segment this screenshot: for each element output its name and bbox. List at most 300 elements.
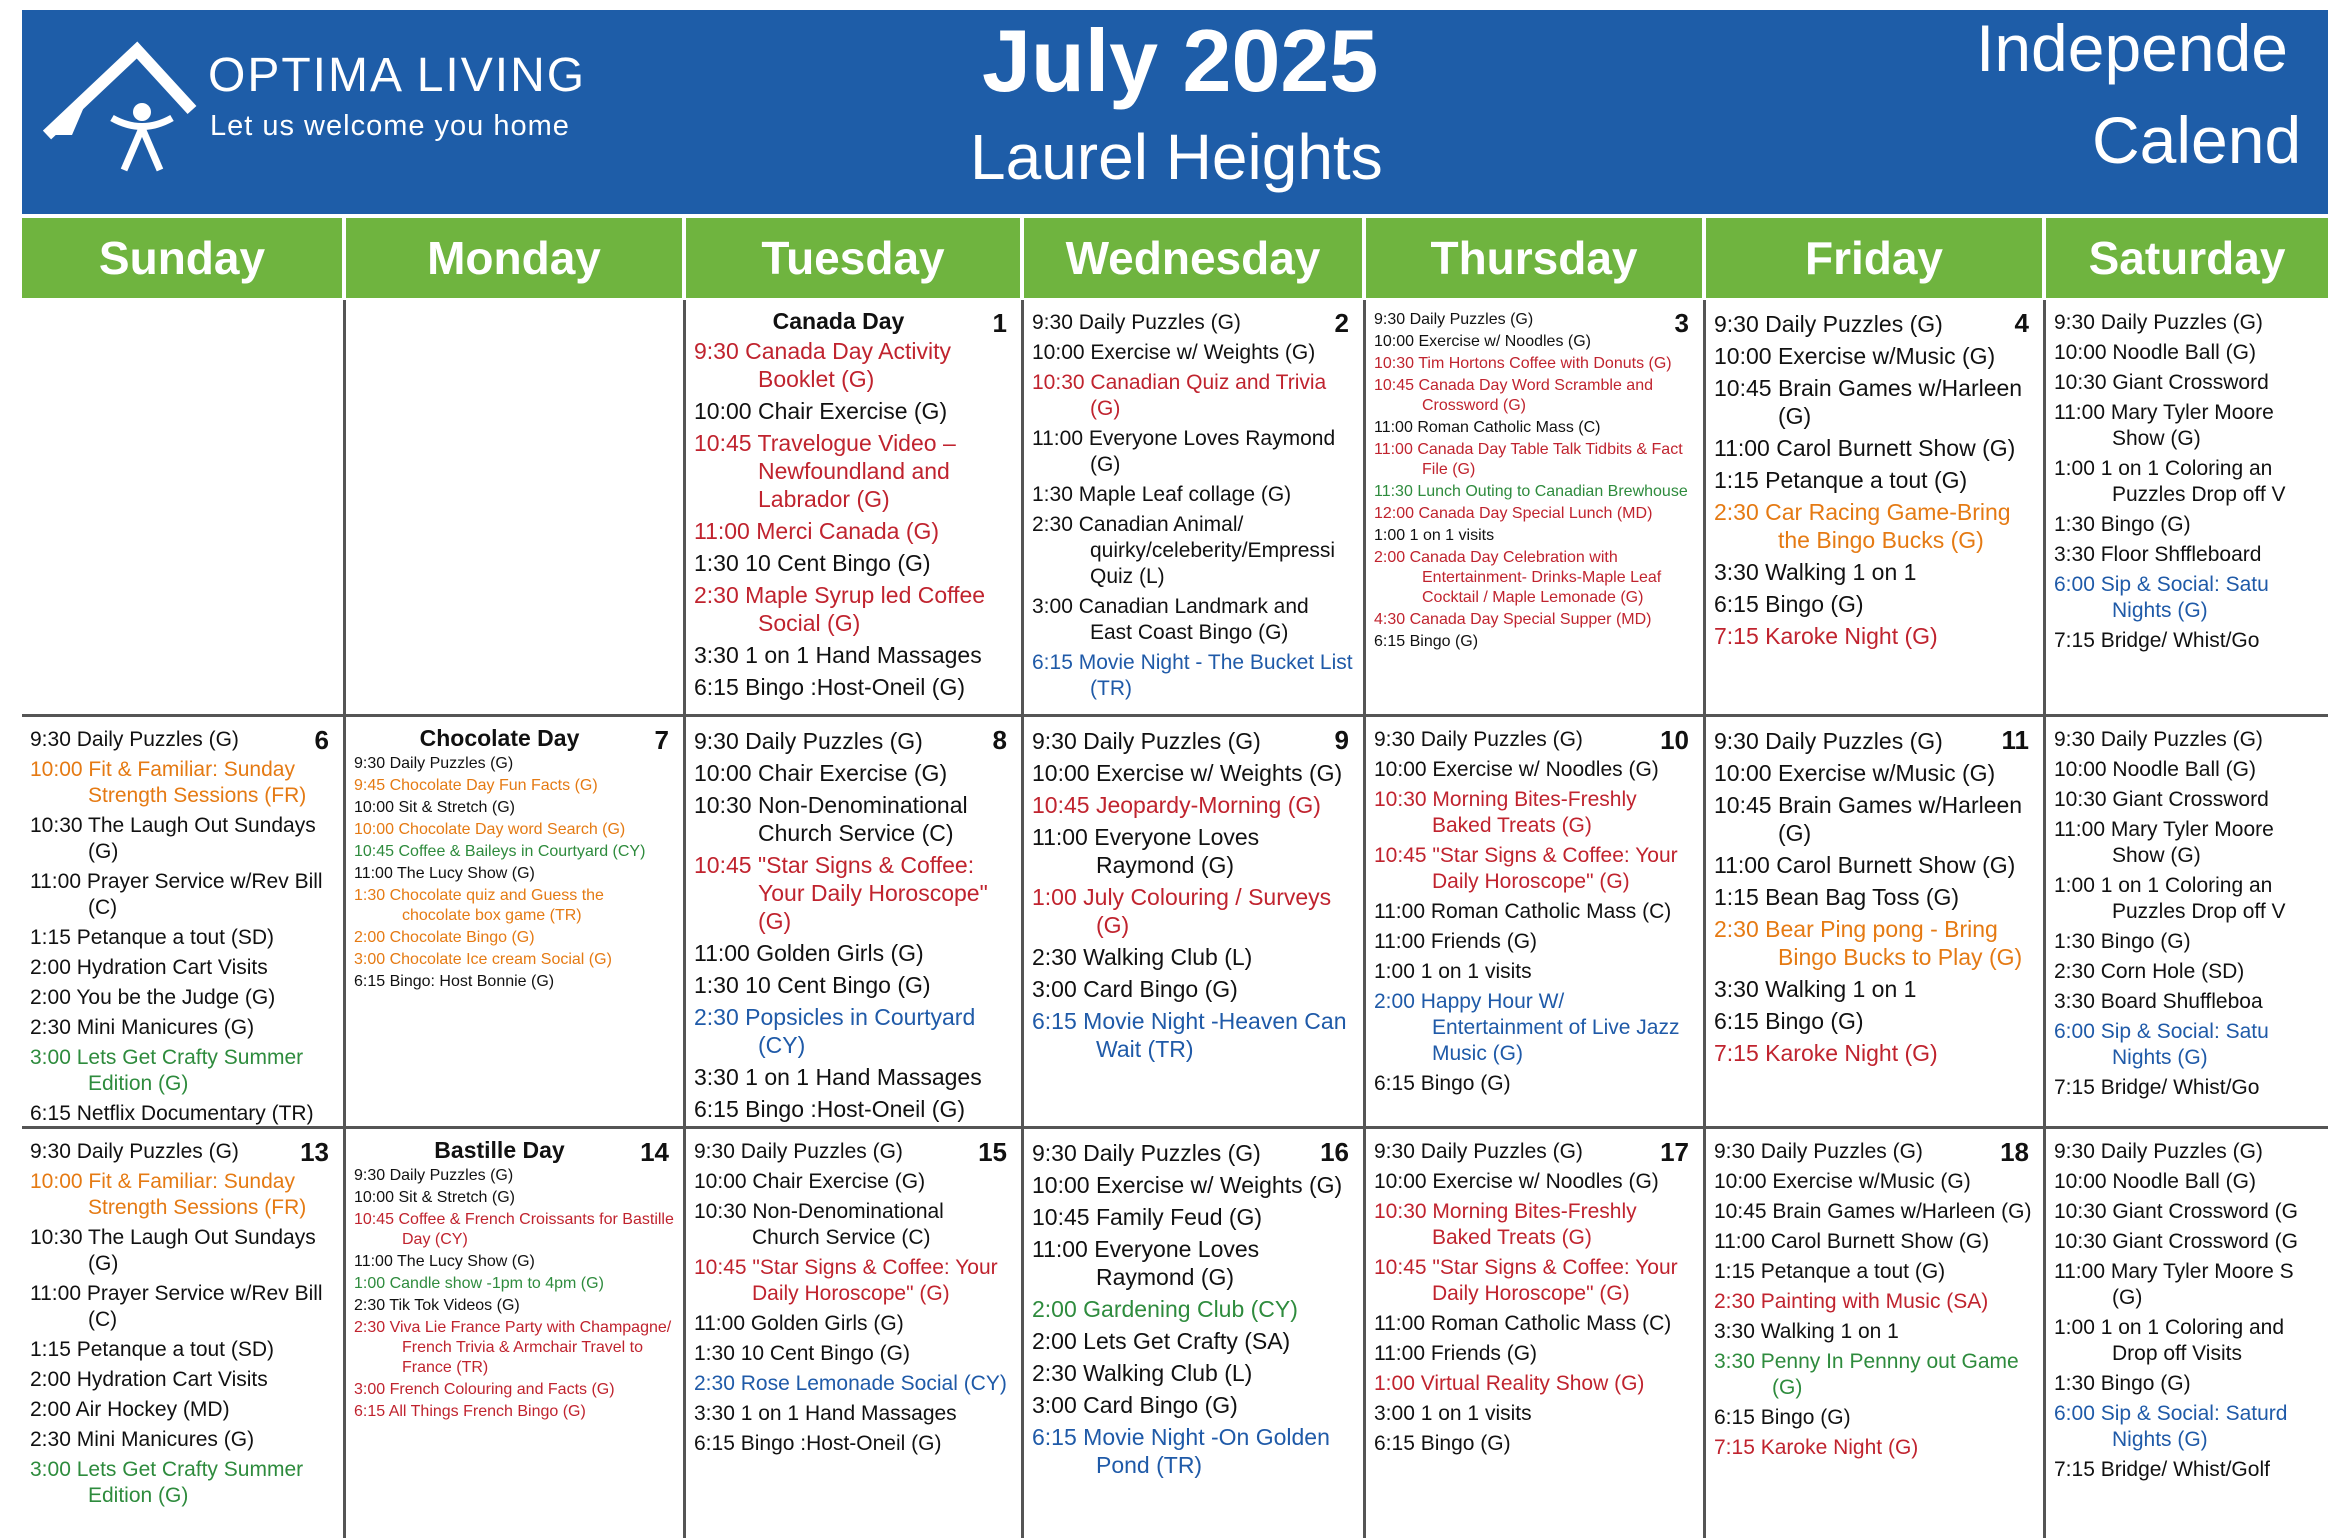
event-item — [30, 1397, 335, 1423]
event-item — [2054, 787, 2320, 813]
event-title: Walking 1 on 1 — [1760, 1320, 1899, 1343]
event-item — [1374, 1311, 1695, 1337]
event-item — [1374, 1371, 1695, 1397]
event-title: Daily Puzzles (G) — [740, 1140, 903, 1163]
event-time: 11:00 — [694, 1312, 745, 1335]
event-title: Everyone Loves Raymond (G) — [1088, 427, 1336, 476]
event-item — [2054, 1019, 2320, 1071]
event-title: Daily Puzzles (G) — [1765, 311, 1943, 337]
event-time: 10:00 — [694, 1170, 747, 1193]
event-item — [354, 1274, 675, 1294]
event-item — [1714, 1169, 2035, 1195]
event-title: Mini Manicures (G) — [76, 1016, 255, 1039]
day-number: 6 — [314, 725, 329, 755]
day-cell — [346, 300, 683, 714]
event-title: Lets Get Crafty (SA) — [1083, 1328, 1291, 1354]
event-item — [1714, 727, 2035, 755]
event-title: Bingo: Host Bonnie (G) — [389, 973, 555, 990]
event-title: Exercise w/Music (G) — [1772, 1170, 1971, 1193]
event-item — [694, 851, 1013, 935]
event-time: 11:00 — [1714, 435, 1770, 461]
event-time: 1:00 — [1374, 960, 1415, 983]
event-title: Chair Exercise (G) — [757, 398, 948, 424]
event-title: The Laugh Out Sundays (G) — [88, 814, 316, 863]
event-item — [1714, 466, 2035, 494]
event-time: 10:45 — [1374, 1256, 1427, 1279]
event-time: 7:15 — [1714, 1040, 1759, 1066]
event-title: The Lucy Show (G) — [397, 865, 535, 882]
event-time: 2:30 — [30, 1016, 71, 1039]
event-title: Petanque a tout (G) — [1765, 467, 1968, 493]
event-time: 3:30 — [2054, 543, 2095, 566]
event-item — [354, 754, 675, 774]
event-time: 10:45 — [694, 1256, 747, 1279]
day-number: 15 — [978, 1137, 1007, 1167]
event-item — [2054, 1075, 2320, 1101]
event-title: Travelogue Video – Newfoundland and Labrador (G) — [757, 430, 956, 512]
event-time: 3:30 — [694, 1402, 735, 1425]
event-title: Bingo (G) — [2100, 1372, 2191, 1395]
event-time: 6:15 — [1714, 1008, 1759, 1034]
event-title: Sip & Social: Satu Nights (G) — [2100, 573, 2269, 622]
event-time: 6:15 — [1714, 591, 1759, 617]
event-title: Daily Puzzles (G) — [1083, 1140, 1261, 1166]
event-title: "Star Signs & Coffee: Your Daily Horoscope" (G) — [1432, 1256, 1678, 1305]
event-title: Chocolate quiz and Guess the chocolate box game (TR) — [389, 887, 604, 924]
weekday-thursday: Thursday — [1366, 218, 1702, 298]
event-time: 10:00 — [694, 398, 752, 424]
event-title: Brain Games w/Harleen (G) — [1772, 1200, 2032, 1223]
event-title: Karoke Night (G) — [1765, 623, 1938, 649]
event-title: Morning Bites-Freshly Baked Treats (G) — [1432, 788, 1637, 837]
event-title: Daily Puzzles (G) — [2100, 1140, 2263, 1163]
event-time: 1:15 — [1714, 1260, 1755, 1283]
event-item — [1714, 590, 2035, 618]
event-title: Movie Night -On Golden Pond (TR) — [1083, 1424, 1330, 1478]
event-title: Corn Hole (SD) — [2100, 960, 2245, 983]
day-cell — [1024, 717, 1363, 1126]
event-title: Floor Shffleboard — [2100, 543, 2262, 566]
event-time: 7:15 — [2054, 629, 2095, 652]
event-title: Merci Canada (G) — [756, 518, 940, 544]
event-item — [1374, 310, 1695, 330]
event-time: 9:30 — [2054, 1140, 2095, 1163]
day-cell — [1366, 717, 1703, 1126]
event-time: 11:00 — [1032, 1236, 1088, 1262]
event-time: 9:30 — [1032, 1140, 1077, 1166]
day-cell — [346, 1129, 683, 1538]
event-title: Fit & Familiar: Sunday Strength Sessions (FR) — [88, 758, 307, 807]
event-item — [1032, 727, 1355, 755]
event-item — [354, 1252, 675, 1272]
event-time: 2:30 — [694, 582, 739, 608]
event-title: "Star Signs & Coffee: Your Daily Horoscope" (G) — [752, 1256, 998, 1305]
event-title: Noodle Ball (G) — [2112, 758, 2256, 781]
event-title: Sit & Stretch (G) — [398, 1189, 515, 1206]
event-time: 1:00 — [354, 1275, 386, 1292]
event-time: 7:15 — [2054, 1458, 2095, 1481]
event-title: Air Hockey (MD) — [75, 1398, 230, 1421]
event-time: 3:00 — [1032, 976, 1077, 1002]
event-time: 11:00 — [694, 518, 750, 544]
event-item — [2054, 873, 2320, 925]
event-title: 1 on 1 Coloring an Puzzles Drop off V — [2100, 874, 2286, 923]
event-title: Chocolate Ice cream Social (G) — [389, 951, 612, 968]
event-title: Daily Puzzles (G) — [1083, 728, 1261, 754]
event-time: 2:00 — [354, 929, 386, 946]
day-number: 4 — [2014, 308, 2029, 338]
event-title: Daily Puzzles (G) — [389, 755, 514, 772]
event-item — [30, 727, 335, 753]
event-item — [2054, 727, 2320, 753]
event-time: 11:30 — [1374, 483, 1413, 500]
event-title: Daily Puzzles (G) — [745, 728, 923, 754]
event-item — [30, 985, 335, 1011]
day-cell — [22, 1129, 343, 1538]
event-time: 2:30 — [1714, 916, 1759, 942]
event-time: 11:00 — [1714, 852, 1770, 878]
event-time: 12:00 — [1374, 505, 1415, 522]
event-item — [2054, 340, 2320, 366]
event-title: Painting with Music (SA) — [1760, 1290, 1989, 1313]
event-title: Sip & Social: Saturd Nights (G) — [2100, 1402, 2288, 1451]
event-title: Bingo (G) — [2100, 513, 2191, 536]
event-item — [1032, 310, 1355, 336]
event-item — [694, 1169, 1013, 1195]
event-item — [2054, 1259, 2320, 1311]
event-time: 1:00 — [1032, 884, 1077, 910]
event-item — [2054, 1169, 2320, 1195]
event-title: Daily Puzzles (G) — [76, 1140, 239, 1163]
event-item — [1714, 1039, 2035, 1067]
event-item — [1032, 943, 1355, 971]
event-item — [694, 1255, 1013, 1307]
day-cell — [686, 717, 1021, 1126]
month-title: July 2025 — [982, 11, 1379, 110]
event-time: 3:30 — [1714, 1350, 1755, 1373]
event-item — [1374, 843, 1695, 895]
event-title: Movie Night -Heaven Can Wait (TR) — [1083, 1008, 1347, 1062]
event-item — [354, 928, 675, 948]
event-title: Canada Day Table Talk Tidbits & Fact File (G) — [1417, 441, 1683, 478]
event-item — [1374, 548, 1695, 608]
event-time: 11:00 — [2054, 818, 2105, 841]
event-time: 6:00 — [2054, 1402, 2095, 1425]
event-time: 11:00 — [694, 940, 750, 966]
event-title: 1 on 1 visits — [1420, 960, 1532, 983]
event-time: 10:45 — [354, 1211, 395, 1228]
event-title: Golden Girls (G) — [750, 1312, 904, 1335]
event-time: 9:30 — [694, 728, 739, 754]
day-cell — [1706, 300, 2043, 714]
event-item — [354, 842, 675, 862]
event-title: 1 on 1 Hand Massages — [745, 1064, 982, 1090]
event-item — [1714, 791, 2035, 847]
event-time: 11:00 — [1032, 824, 1088, 850]
event-title: Mary Tyler Moore S (G) — [2110, 1260, 2294, 1309]
event-item — [1714, 1259, 2035, 1285]
event-item — [1714, 1139, 2035, 1165]
event-title: Friends (G) — [1430, 930, 1538, 953]
event-item — [2054, 1401, 2320, 1453]
event-item — [2054, 572, 2320, 624]
event-item — [694, 727, 1013, 755]
event-title: Sip & Social: Satu Nights (G) — [2100, 1020, 2269, 1069]
event-item — [1714, 851, 2035, 879]
event-item — [694, 1401, 1013, 1427]
event-time: 11:00 — [1032, 427, 1083, 450]
event-item — [1032, 883, 1355, 939]
event-title: Daily Puzzles (G) — [1760, 1140, 1923, 1163]
event-time: 10:45 — [354, 843, 395, 860]
event-item — [30, 1427, 335, 1453]
event-title: 10 Cent Bingo (G) — [740, 1342, 910, 1365]
event-time: 1:30 — [2054, 930, 2095, 953]
day-cell — [686, 300, 1021, 714]
event-time: 10:45 — [1714, 792, 1772, 818]
event-time: 3:00 — [30, 1046, 71, 1069]
event-title: 1 on 1 Hand Massages — [745, 642, 982, 668]
event-item — [694, 1311, 1013, 1337]
event-title: Lets Get Crafty Summer Edition (G) — [76, 1046, 304, 1095]
day-cell — [1024, 300, 1363, 714]
event-time: 11:00 — [1374, 441, 1413, 458]
event-item — [1374, 1431, 1695, 1457]
event-item — [30, 1225, 335, 1277]
event-time: 2:00 — [1032, 1328, 1077, 1354]
event-item — [1374, 1169, 1695, 1195]
event-time: 3:30 — [694, 642, 739, 668]
event-item — [1032, 340, 1355, 366]
event-item — [1374, 1401, 1695, 1427]
day-cell — [22, 717, 343, 1126]
event-time: 10:45 — [694, 430, 752, 456]
event-item — [1032, 512, 1355, 590]
event-title: Daily Puzzles (G) — [1420, 1140, 1583, 1163]
event-item — [2054, 1371, 2320, 1397]
calendar-type-line2: Calend — [2092, 103, 2302, 177]
event-title: Fit & Familiar: Sunday Strength Sessions (FR) — [88, 1170, 307, 1219]
event-item — [694, 1371, 1013, 1397]
event-item — [30, 1139, 335, 1165]
weekday-saturday: Saturday — [2046, 218, 2328, 298]
brand-name: OPTIMA LIVING — [208, 49, 587, 102]
event-time: 10:00 — [2054, 758, 2107, 781]
event-time: 3:00 — [1032, 1392, 1077, 1418]
event-time: 6:15 — [1374, 633, 1406, 650]
event-time: 11:00 — [1374, 900, 1425, 923]
weekday-monday: Monday — [346, 218, 682, 298]
event-time: 9:30 — [1714, 728, 1759, 754]
event-time: 6:15 — [1032, 1008, 1077, 1034]
event-time: 10:30 — [1032, 371, 1085, 394]
event-title: Bingo (G) — [1420, 1072, 1511, 1095]
event-item — [1032, 594, 1355, 646]
event-title: Daily Puzzles (G) — [1420, 728, 1583, 751]
event-item — [1032, 1391, 1355, 1419]
event-item — [354, 886, 675, 926]
event-time: 1:30 — [694, 972, 739, 998]
event-time: 11:00 — [30, 870, 81, 893]
event-title: Non-Denominational Church Service (C) — [752, 1200, 944, 1249]
event-title: Exercise w/Music (G) — [1777, 343, 1996, 369]
event-time: 3:00 — [1032, 595, 1073, 618]
event-time: 6:15 — [1032, 651, 1073, 674]
event-time: 1:15 — [30, 1338, 71, 1361]
event-time: 10:30 — [30, 1226, 83, 1249]
event-item — [2054, 959, 2320, 985]
event-time: 10:30 — [2054, 1200, 2107, 1223]
event-time: 2:30 — [1032, 944, 1077, 970]
event-time: 1:15 — [1714, 884, 1759, 910]
event-title: Bingo (G) — [1420, 1432, 1511, 1455]
event-title: Daily Puzzles (G) — [1765, 728, 1943, 754]
day-cell — [2046, 300, 2328, 714]
event-time: 9:30 — [1032, 311, 1073, 334]
event-time: 10:00 — [354, 799, 395, 816]
event-title: "Star Signs & Coffee: Your Daily Horoscope" (G) — [757, 852, 988, 934]
event-item — [1374, 989, 1695, 1067]
event-item — [1032, 975, 1355, 1003]
event-title: Coffee & French Croissants for Bastille Day (CY) — [398, 1211, 674, 1248]
event-title: Netflix Documentary (TR) — [76, 1102, 314, 1125]
event-title: Jeopardy-Morning (G) — [1095, 792, 1321, 818]
event-item — [1714, 1435, 2035, 1461]
event-title: Everyone Loves Raymond (G) — [1094, 824, 1260, 878]
event-title: Card Bingo (G) — [1083, 976, 1238, 1002]
event-title: Coffee & Baileys in Courtyard (CY) — [398, 843, 646, 860]
event-title: Chocolate Bingo (G) — [389, 929, 535, 946]
event-time: 1:15 — [1714, 467, 1759, 493]
community-name: Laurel Heights — [970, 121, 1383, 193]
event-title: Giant Crossword — [2112, 371, 2269, 394]
event-item — [1374, 418, 1695, 438]
event-item — [694, 581, 1013, 637]
event-time: 2:30 — [694, 1004, 739, 1030]
event-item — [354, 1166, 675, 1186]
day-cell — [1366, 300, 1703, 714]
day-cell — [686, 1129, 1021, 1538]
event-title: Lets Get Crafty Summer Edition (G) — [76, 1458, 304, 1507]
event-title: Daily Puzzles (G) — [2100, 311, 2263, 334]
event-item — [354, 1318, 675, 1378]
event-item — [1032, 482, 1355, 508]
event-item — [1374, 526, 1695, 546]
event-item — [2054, 542, 2320, 568]
event-item — [1714, 374, 2035, 430]
event-item — [694, 759, 1013, 787]
event-item — [30, 1281, 335, 1333]
event-item — [1714, 883, 2035, 911]
event-title: 10 Cent Bingo (G) — [745, 972, 931, 998]
event-title: The Laugh Out Sundays (G) — [88, 1226, 316, 1275]
event-time: 6:00 — [2054, 1020, 2095, 1043]
event-title: Car Racing Game-Bring the Bingo Bucks (G) — [1765, 499, 2011, 553]
event-title: Canada Day Special Lunch (MD) — [1418, 505, 1653, 522]
event-time: 9:30 — [1374, 1140, 1415, 1163]
event-time: 3:00 — [354, 951, 386, 968]
event-item — [1374, 1255, 1695, 1307]
event-time: 11:00 — [1374, 1342, 1425, 1365]
event-item — [30, 1015, 335, 1041]
event-item — [354, 950, 675, 970]
event-time: 9:30 — [30, 728, 71, 751]
weekday-wednesday: Wednesday — [1024, 218, 1362, 298]
event-title: Bingo (G) — [2100, 930, 2191, 953]
event-title: Hydration Cart Visits — [76, 1368, 268, 1391]
event-title: Petanque a tout (SD) — [76, 926, 275, 949]
event-item — [1714, 1229, 2035, 1255]
day-number: 2 — [1334, 308, 1349, 338]
event-title: Mini Manicures (G) — [76, 1428, 255, 1451]
event-time: 1:30 — [694, 1342, 735, 1365]
weekday-sunday: Sunday — [22, 218, 342, 298]
event-title: Daily Puzzles (G) — [389, 1167, 514, 1184]
event-time: 2:30 — [2054, 960, 2095, 983]
event-time: 11:00 — [2054, 1260, 2105, 1283]
event-time: 10:00 — [1032, 760, 1090, 786]
event-title: 1 on 1 visits — [1420, 1402, 1532, 1425]
event-time: 10:00 — [2054, 341, 2107, 364]
event-title: Bingo :Host-Oneil (G) — [745, 1096, 966, 1122]
event-item — [30, 1457, 335, 1509]
event-title: Board Shuffleboa — [2100, 990, 2263, 1013]
event-time: 10:45 — [1714, 1200, 1767, 1223]
event-time: 3:00 — [30, 1458, 71, 1481]
event-item — [354, 1188, 675, 1208]
event-title: Exercise w/ Weights (G) — [1095, 1172, 1343, 1198]
event-time: 7:15 — [1714, 623, 1759, 649]
event-time: 2:00 — [30, 1398, 71, 1421]
event-item — [2054, 456, 2320, 508]
event-item — [2054, 370, 2320, 396]
event-time: 10:45 — [694, 852, 752, 878]
event-time: 6:15 — [1374, 1432, 1415, 1455]
event-title: Exercise w/ Noodles (G) — [1432, 1170, 1659, 1193]
event-title: Walking Club (L) — [1083, 944, 1253, 970]
event-item — [694, 397, 1013, 425]
event-title: Family Feud (G) — [1095, 1204, 1263, 1230]
event-item — [694, 1139, 1013, 1165]
weekday-header-row — [22, 218, 2328, 298]
event-time: 2:00 — [30, 956, 71, 979]
event-item — [1032, 1139, 1355, 1167]
event-item — [354, 1402, 675, 1422]
event-title: You be the Judge (G) — [76, 986, 276, 1009]
event-item — [1374, 757, 1695, 783]
event-time: 6:15 — [354, 973, 386, 990]
event-item — [1374, 899, 1695, 925]
holiday-title: Canada Day — [772, 308, 905, 334]
event-title: Noodle Ball (G) — [2112, 341, 2256, 364]
event-title: Popsicles in Courtyard (CY) — [745, 1004, 976, 1058]
event-time: 1:00 — [2054, 874, 2095, 897]
event-item — [1032, 1423, 1355, 1479]
event-item — [2054, 1457, 2320, 1483]
event-title: Chocolate Day word Search (G) — [398, 821, 626, 838]
event-title: Viva Lie France Party with Champagne/ French Trivia & Armchair Travel to France (TR) — [389, 1319, 672, 1376]
event-title: Bridge/ Whist/Golf — [2100, 1458, 2270, 1481]
event-title: Maple Syrup led Coffee Social (G) — [745, 582, 986, 636]
event-time: 10:00 — [2054, 1170, 2107, 1193]
event-item — [1374, 632, 1695, 652]
event-time: 1:30 — [2054, 1372, 2095, 1395]
event-time: 1:30 — [2054, 513, 2095, 536]
event-time: 3:30 — [694, 1064, 739, 1090]
event-item — [1714, 1289, 2035, 1315]
event-time: 2:00 — [1032, 1296, 1077, 1322]
event-item — [1374, 1199, 1695, 1251]
